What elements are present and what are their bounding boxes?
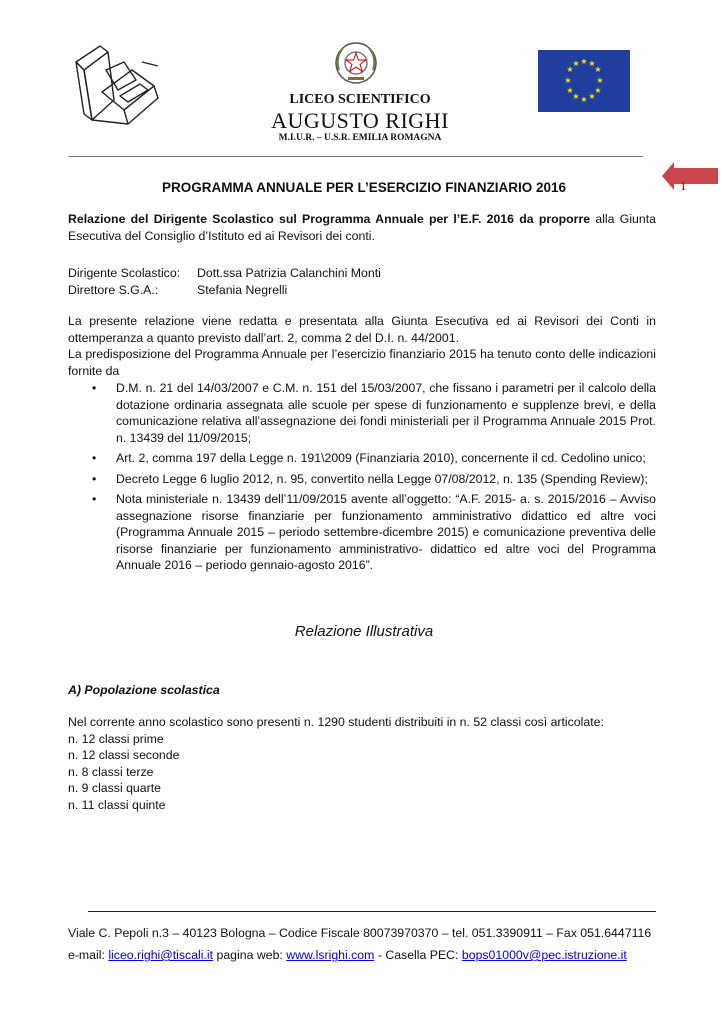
bullet-icon: • — [92, 471, 97, 486]
staff-row — [68, 282, 656, 299]
eu-flag-icon — [538, 50, 630, 112]
staff-name: Dott.ssa Patrizia Calanchini Monti — [197, 266, 381, 280]
paragraph-1: La presente relazione viene redatta e presentata alla Giunta Esecutiva ed ai Revisori dei Conti in ottemperanza a quanto previsto dall’art. 2, comma 2 del D.I. n. 44/2001. — [68, 314, 656, 345]
list-item — [92, 471, 656, 488]
class-item: n. 12 classi seconde — [68, 748, 180, 762]
list-item-text: Nota ministeriale n. 13439 dell’11/09/2015 avente all’oggetto: “A.F. 2015- a. s. 2015/2016 – Avviso assegnazione risorse finanziarie per funzionamento amministrativo didattico ed altre voci (Programma Annuale 2015 – periodo settembre-dicembre 2015) e comunicazione preventiva delle risorse finanziarie per funzionamento amministrativo- didattico ed altre voci del Programma Annuale 2016 – periodo gennaio-agosto 2016”. — [116, 492, 656, 572]
population-intro: Nel corrente anno scolastico sono presenti n. 1290 studenti distribuiti in n. 52 classi così articolate: — [68, 715, 604, 729]
svg-text:★: ★ — [572, 59, 580, 68]
staff-list — [68, 265, 656, 298]
list-item-text: D.M. n. 21 del 14/03/2007 e C.M. n. 151 del 15/03/2007, che fissano i parametri per il calcolo della dotazione ordinaria assegnata alle scuole per spese di funzionamento e supplenze brevi, e della comunicazione relativa all’assegnazione dei fondi ministeriali per il Programma Annuale 2015 Prot. n. 13439 del 11/09/2015; — [116, 381, 656, 445]
school-logo-icon — [62, 40, 172, 135]
italian-republic-emblem-icon — [333, 40, 379, 86]
list-item — [92, 491, 656, 574]
footer-address: Viale C. Pepoli n.3 – 40123 Bologna – Codice Fiscale 80073970370 – tel. 051.3390911 – Fax 051.6447116 — [68, 926, 652, 940]
staff-role: Dirigente Scolastico: — [68, 266, 181, 280]
list-item — [92, 450, 656, 467]
svg-text:★: ★ — [564, 76, 572, 85]
class-item: n. 8 classi terze — [68, 764, 154, 779]
staff-name: Stefania Negrelli — [197, 282, 288, 297]
web-link[interactable]: www.lsrighi.com — [286, 948, 375, 962]
bullet-icon: • — [92, 451, 97, 465]
pec-label: - Casella PEC: — [377, 948, 459, 962]
email-label: e-mail: — [68, 948, 105, 962]
document-title: PROGRAMMA ANNUALE PER L’ESERCIZIO FINANZIARIO 2016 — [161, 180, 567, 195]
ministry-line: M.I.U.R. – U.S.R. EMILIA ROMAGNA — [278, 133, 442, 143]
class-item: n. 12 classi prime — [68, 731, 164, 746]
svg-text:★: ★ — [566, 65, 574, 74]
school-type: LICEO SCIENTIFICO — [289, 92, 431, 107]
svg-text:★: ★ — [572, 92, 580, 101]
svg-text:★: ★ — [594, 86, 602, 95]
pec-link[interactable]: bops01000v@pec.istruzione.it — [461, 948, 627, 962]
svg-text:★: ★ — [588, 92, 596, 101]
svg-text:★: ★ — [580, 57, 588, 66]
page-tab-arrow-icon — [662, 162, 718, 190]
header-divider — [68, 156, 643, 157]
staff-role: Direttore S.G.A.: — [68, 282, 159, 297]
footer-contacts — [68, 948, 627, 962]
intro-bold: Relazione del Dirigente Scolastico sul Programma Annuale per l’E.F. 2016 da proporre — [68, 212, 591, 226]
svg-text:★: ★ — [596, 76, 604, 85]
staff-row — [68, 265, 656, 282]
bullet-icon: • — [92, 381, 97, 395]
web-label: pagina web: — [216, 948, 283, 962]
bullet-icon: • — [92, 492, 97, 506]
paragraph-2: La predisposizione del Programma Annuale per l’esercizio finanziario 2015 ha tenuto conto delle indicazioni fornite da — [68, 347, 656, 378]
bullet-list — [92, 380, 656, 578]
class-item: n. 9 classi quarte — [68, 781, 161, 795]
school-name: AUGUSTO RIGHI — [271, 108, 449, 133]
intro-paragraph — [68, 211, 656, 244]
class-item: n. 11 classi quinte — [68, 797, 166, 812]
intro-rest: alla Giunta Esecutiva del Consiglio d’Istituto ed ai Revisori dei conti. — [68, 212, 656, 243]
subsection-title: A) Popolazione scolastica — [68, 683, 220, 697]
svg-text:★: ★ — [580, 95, 588, 104]
list-item-text: Decreto Legge 6 luglio 2012, n. 95, convertito nella Legge 07/08/2012, n. 135 (Spending Review); — [116, 471, 648, 486]
svg-text:★: ★ — [594, 65, 602, 74]
page-number: 1 — [680, 178, 687, 193]
list-item-text: Art. 2, comma 197 della Legge n. 191\2009 (Finanziaria 2010), concernente il cd. Cedolino unico; — [116, 451, 646, 465]
population-block — [68, 714, 656, 813]
svg-text:★: ★ — [588, 59, 596, 68]
section-title: Relazione Illustrativa — [294, 623, 434, 640]
list-item — [92, 380, 656, 446]
svg-text:★: ★ — [566, 86, 574, 95]
footer-divider — [88, 911, 656, 912]
email-link[interactable]: liceo.righi@tiscali.it — [108, 948, 214, 962]
